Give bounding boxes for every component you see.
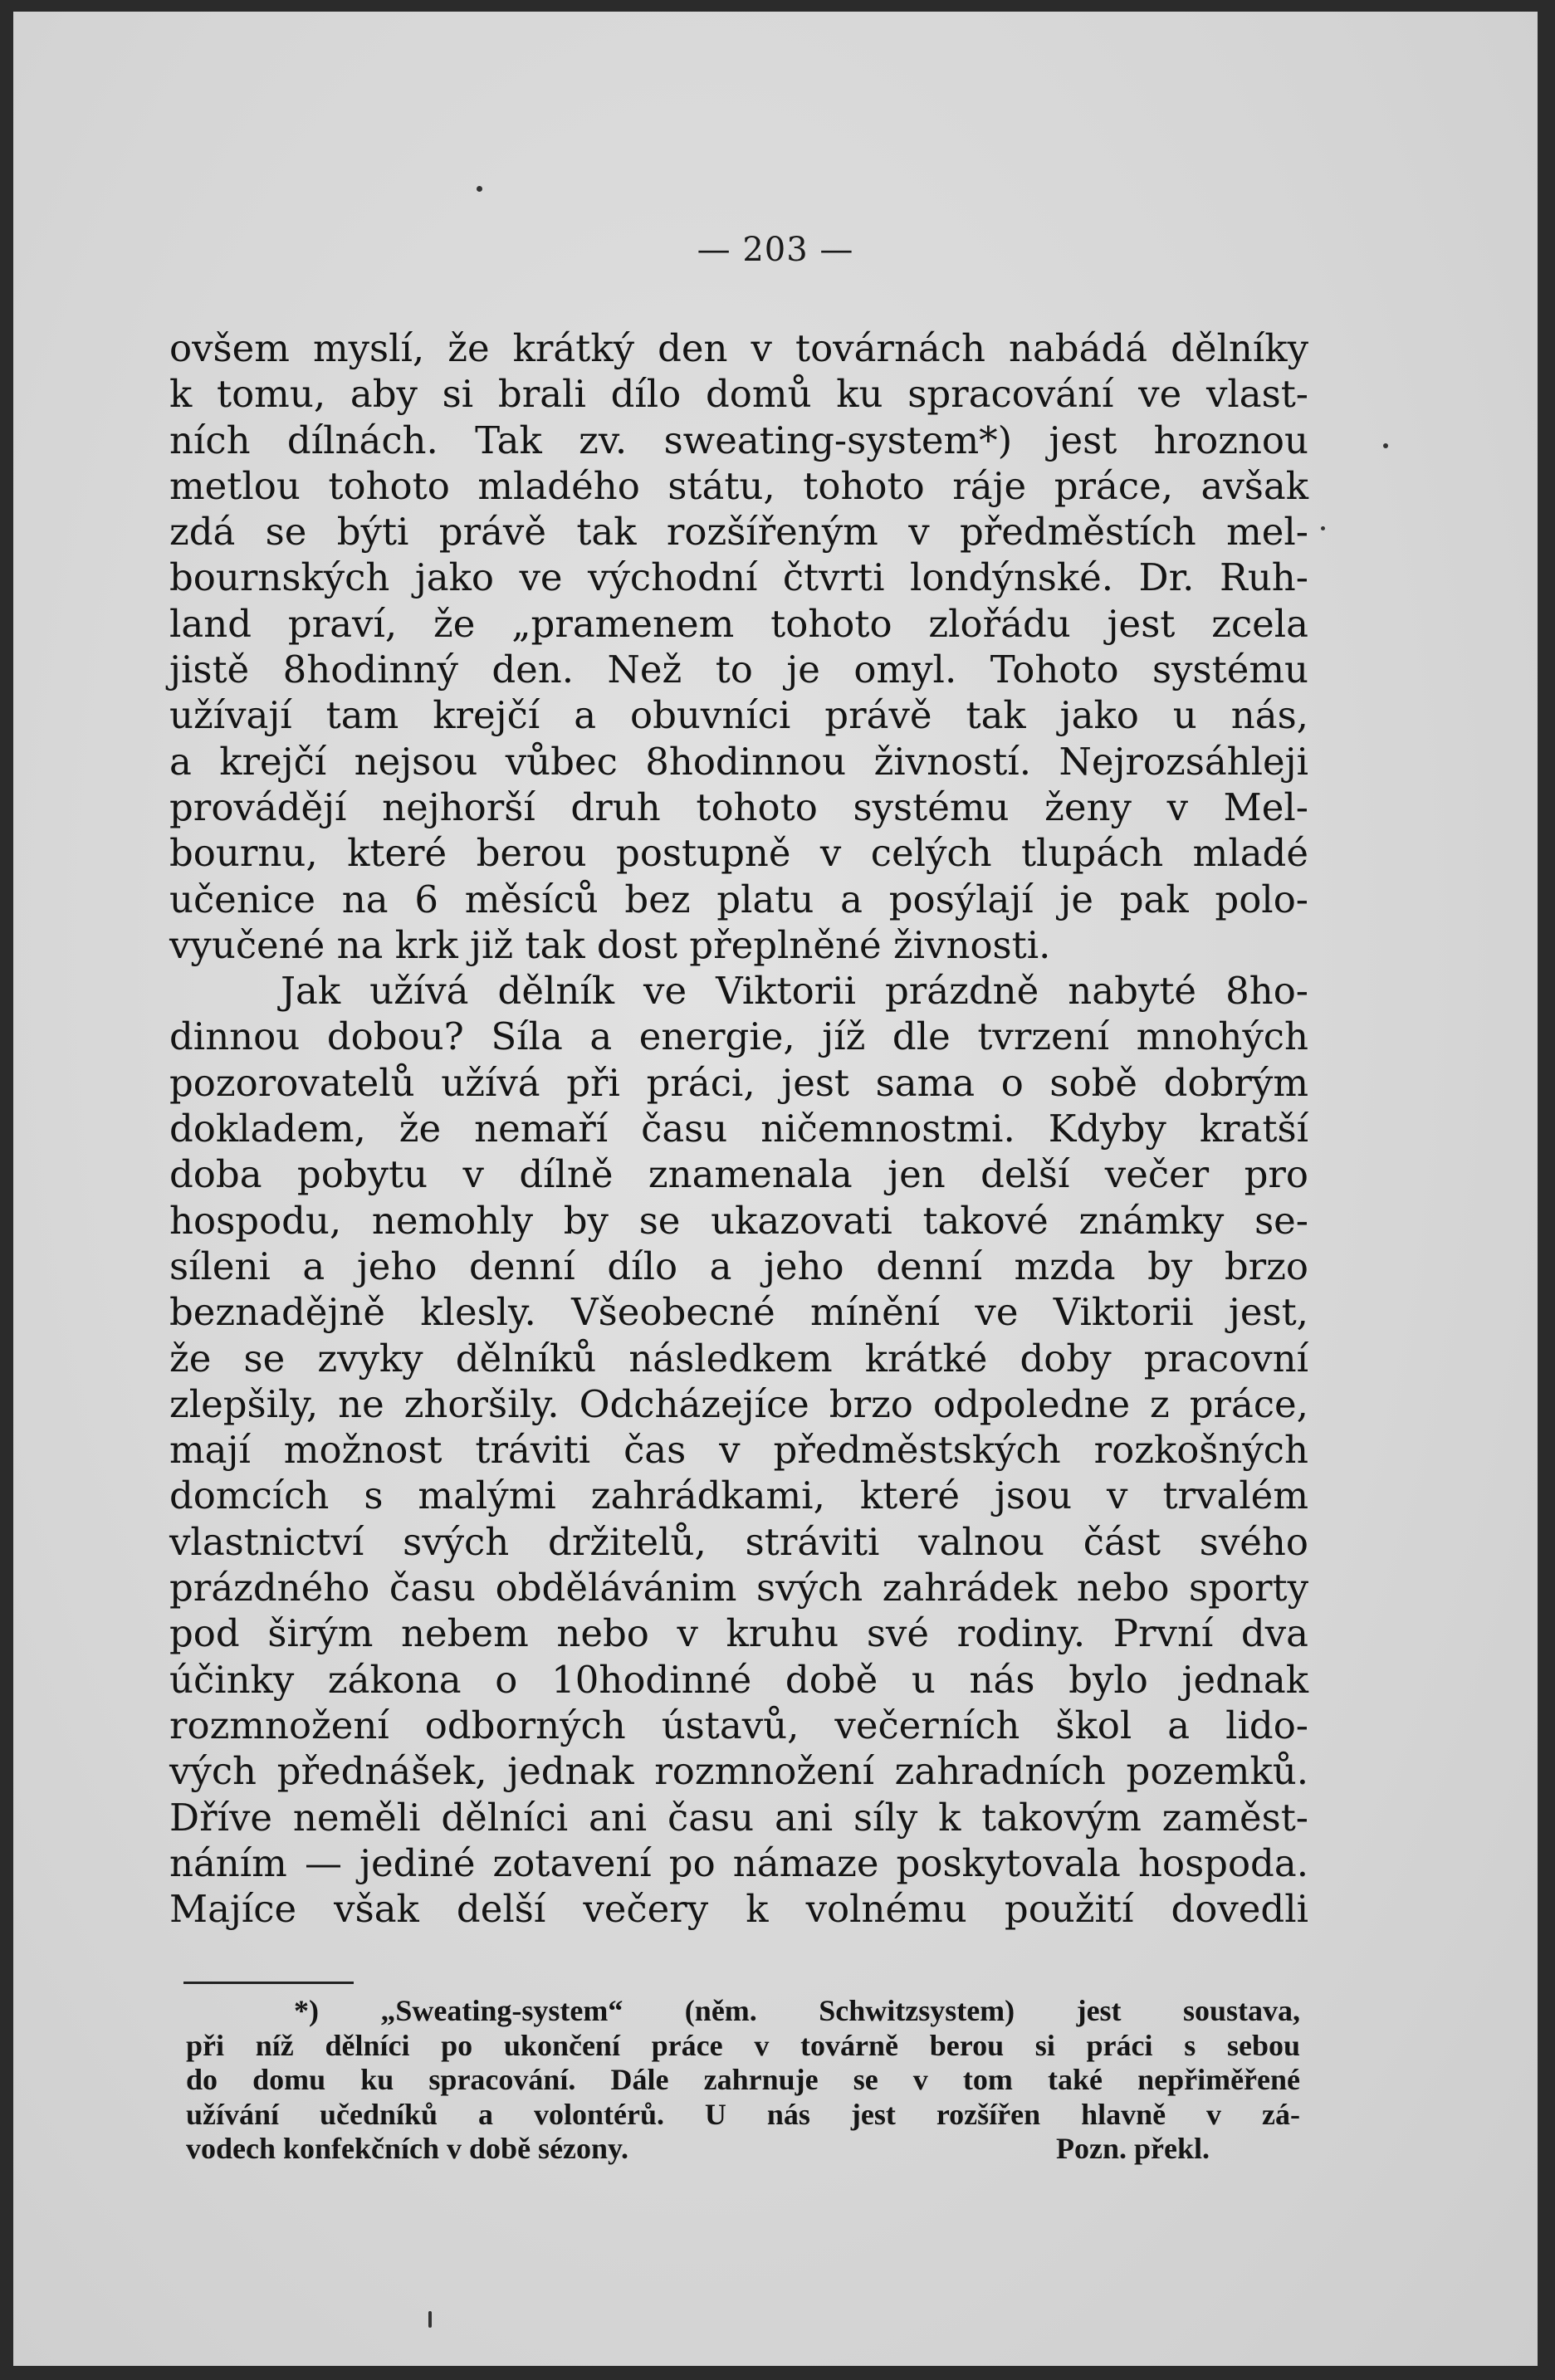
text-line: že se zvyky dělníků následkem krátké doby pracovní [169,1336,1308,1381]
text-line: užívají tam krejčí a obuvníci právě tak jako u nás, [169,693,1308,738]
text-line: náním — jediné zotavení po námaze poskytovala hospoda. [169,1840,1308,1885]
footnote-line: při níž dělníci po ukončení práce v továrně berou si práci s sebou [186,2028,1300,2062]
footnote-line-last [186,2132,1300,2167]
text-line: hospodu, nemohly by se ukazovati takové známky se- [169,1198,1308,1243]
text-line: učenice na 6 měsíců bez platu a posýlají je pak polo- [169,877,1308,921]
page-number: — 203 — [697,231,854,269]
footnote-line: užívání učedníků a volontérů. U nás jest rozšířen hlavně v zá- [186,2097,1300,2131]
text-line: jistě 8hodinný den. Než to je omyl. Tohoto systému [169,648,1308,692]
footnote-text: vodech konfekčních v době sézony. [186,2132,629,2166]
text-line: prázdného času obdělávánim svých zahrádek nebo sporty [169,1566,1308,1610]
text-line: bournských jako ve východní čtvrti londýnské. Dr. Ruh- [169,555,1308,600]
footnote-line: do domu ku spracování. Dále zahrnuje se v tom také nepřiměřené [186,2063,1300,2097]
text-line: beznadějně klesly. Všeobecné mínění ve Viktorii jest, [169,1290,1308,1335]
text-line: rozmnožení odborných ústavů, večerních škol a lido- [169,1703,1308,1747]
text-line: mají možnost tráviti čas v předměstských rozkošných [169,1428,1308,1473]
speck [1383,443,1388,448]
text-line: ovšem myslí, že krátký den v továrnách nabádá dělníky [169,326,1308,370]
text-line: vyučené na krk již tak dost přeplněné živnosti. [169,922,1051,967]
body-text [169,325,1308,1932]
text-line: Majíce však delší večery k volnému použití dovedli [169,1887,1308,1932]
text-line: pod širým nebem nebo v kruhu své rodiny. První dva [169,1611,1308,1656]
text-line: Jak užívá dělník ve Viktorii prázdně nabyté 8ho- [281,969,1308,1014]
text-line: ních dílnách. Tak zv. sweating-system*) jest hroznou [169,418,1308,462]
text-line: zlepšily, ne zhoršily. Odcházejíce brzo odpoledne z práce, [169,1381,1308,1426]
text-line: Dříve neměli dělníci ani času ani síly k takovým zaměst- [169,1795,1308,1840]
text-line: dokladem, že nemaří času ničemnostmi. Kdyby kratší [169,1107,1308,1151]
text-line: dinnou dobou? Síla a energie, jíž dle tvrzení mnohých [169,1014,1308,1059]
book-page [13,12,1538,2366]
footnote-credit: Pozn. překl. [1056,2132,1210,2166]
text-line: provádějí nejhorší druh tohoto systému ženy v Mel- [169,784,1308,829]
text-line: land praví, že „pramenem tohoto zlořádu jest zcela [169,601,1308,646]
text-line: zdá se býti právě tak rozšířeným v předměstích mel- [169,510,1308,555]
speck [1321,526,1325,530]
footnote-divider [183,1982,354,1984]
text-line: a krejčí nejsou vůbec 8hodinnou živností. Nejrozsáhleji [169,739,1308,784]
speck [428,2311,432,2328]
text-line: vlastnictví svých držitelů, stráviti valnou část svého [169,1519,1308,1564]
text-line: k tomu, aby si brali dílo domů ku spracování ve vlast- [169,372,1308,417]
speck [477,186,482,192]
text-line: bournu, které berou postupně v celých tlupách mladé [169,831,1308,876]
text-line: pozorovatelů užívá při práci, jest sama o sobě dobrým [169,1060,1308,1105]
footnote-line: *) „Sweating-system“ (něm. Schwitzsystem) jest soustava, [294,1994,1300,2027]
text-line: účinky zákona o 10hodinné době u nás bylo jednak [169,1657,1308,1702]
text-line: vých přednášek, jednak rozmnožení zahradních pozemků. [169,1749,1308,1794]
footnote [186,1994,1300,2167]
text-line: metlou tohoto mladého státu, tohoto ráje práce, avšak [169,463,1308,508]
text-line: doba pobytu v dílně znamenala jen delší večer pro [169,1152,1308,1197]
text-line: síleni a jeho denní dílo a jeho denní mzda by brzo [169,1244,1308,1288]
text-line: domcích s malými zahrádkami, které jsou v trvalém [169,1473,1308,1518]
